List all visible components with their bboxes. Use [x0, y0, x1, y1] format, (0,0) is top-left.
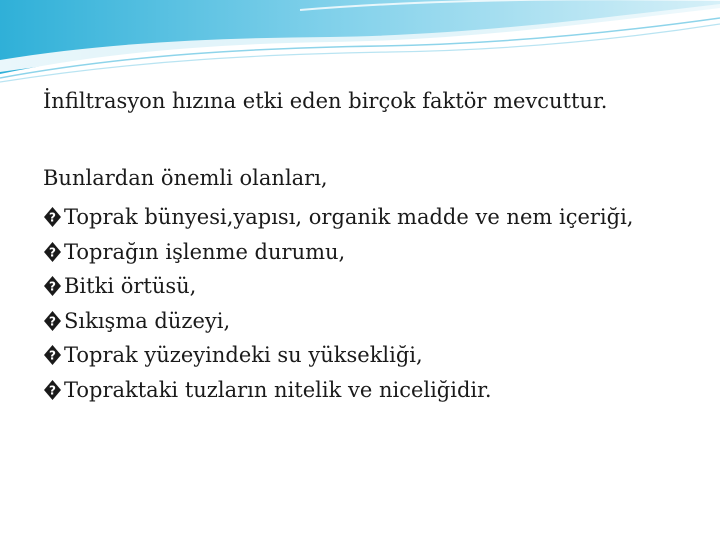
svg-text:?: ? — [49, 210, 56, 225]
replacement-character-icon — [43, 275, 62, 297]
list-item — [43, 200, 633, 235]
factor-text: Toprak yüzeyindeki su yüksekliği, — [64, 343, 423, 367]
svg-text:?: ? — [49, 245, 56, 260]
factor-text: Toprağın işlenme durumu, — [64, 239, 346, 264]
svg-text:?: ? — [49, 314, 56, 329]
svg-text:?: ? — [49, 383, 56, 398]
intro-text: İnfiltrasyon hızına etki eden birçok faktör mevcuttur. — [43, 89, 608, 113]
header-wave-decoration — [0, 0, 720, 90]
svg-text:?: ? — [49, 279, 56, 294]
list-item — [43, 235, 633, 270]
replacement-character-icon — [43, 206, 62, 228]
factor-text: Bitki örtüsü, — [64, 274, 197, 298]
factor-list — [43, 200, 633, 407]
list-item — [43, 269, 633, 304]
replacement-character-icon — [43, 310, 62, 332]
list-item — [43, 304, 633, 339]
lead-text: Bunlardan önemli olanları, — [43, 166, 328, 190]
svg-text:?: ? — [49, 348, 56, 363]
replacement-character-icon — [43, 241, 62, 263]
factor-text: Toprak bünyesi,yapısı, organik madde ve nem içeriği, — [64, 205, 634, 229]
list-item — [43, 338, 633, 373]
replacement-character-icon — [43, 379, 62, 401]
list-item — [43, 373, 633, 408]
factor-text: Sıkışma düzeyi, — [64, 308, 231, 333]
factor-text: Topraktaki tuzların nitelik ve niceliğidir. — [64, 377, 492, 402]
replacement-character-icon — [43, 344, 62, 366]
